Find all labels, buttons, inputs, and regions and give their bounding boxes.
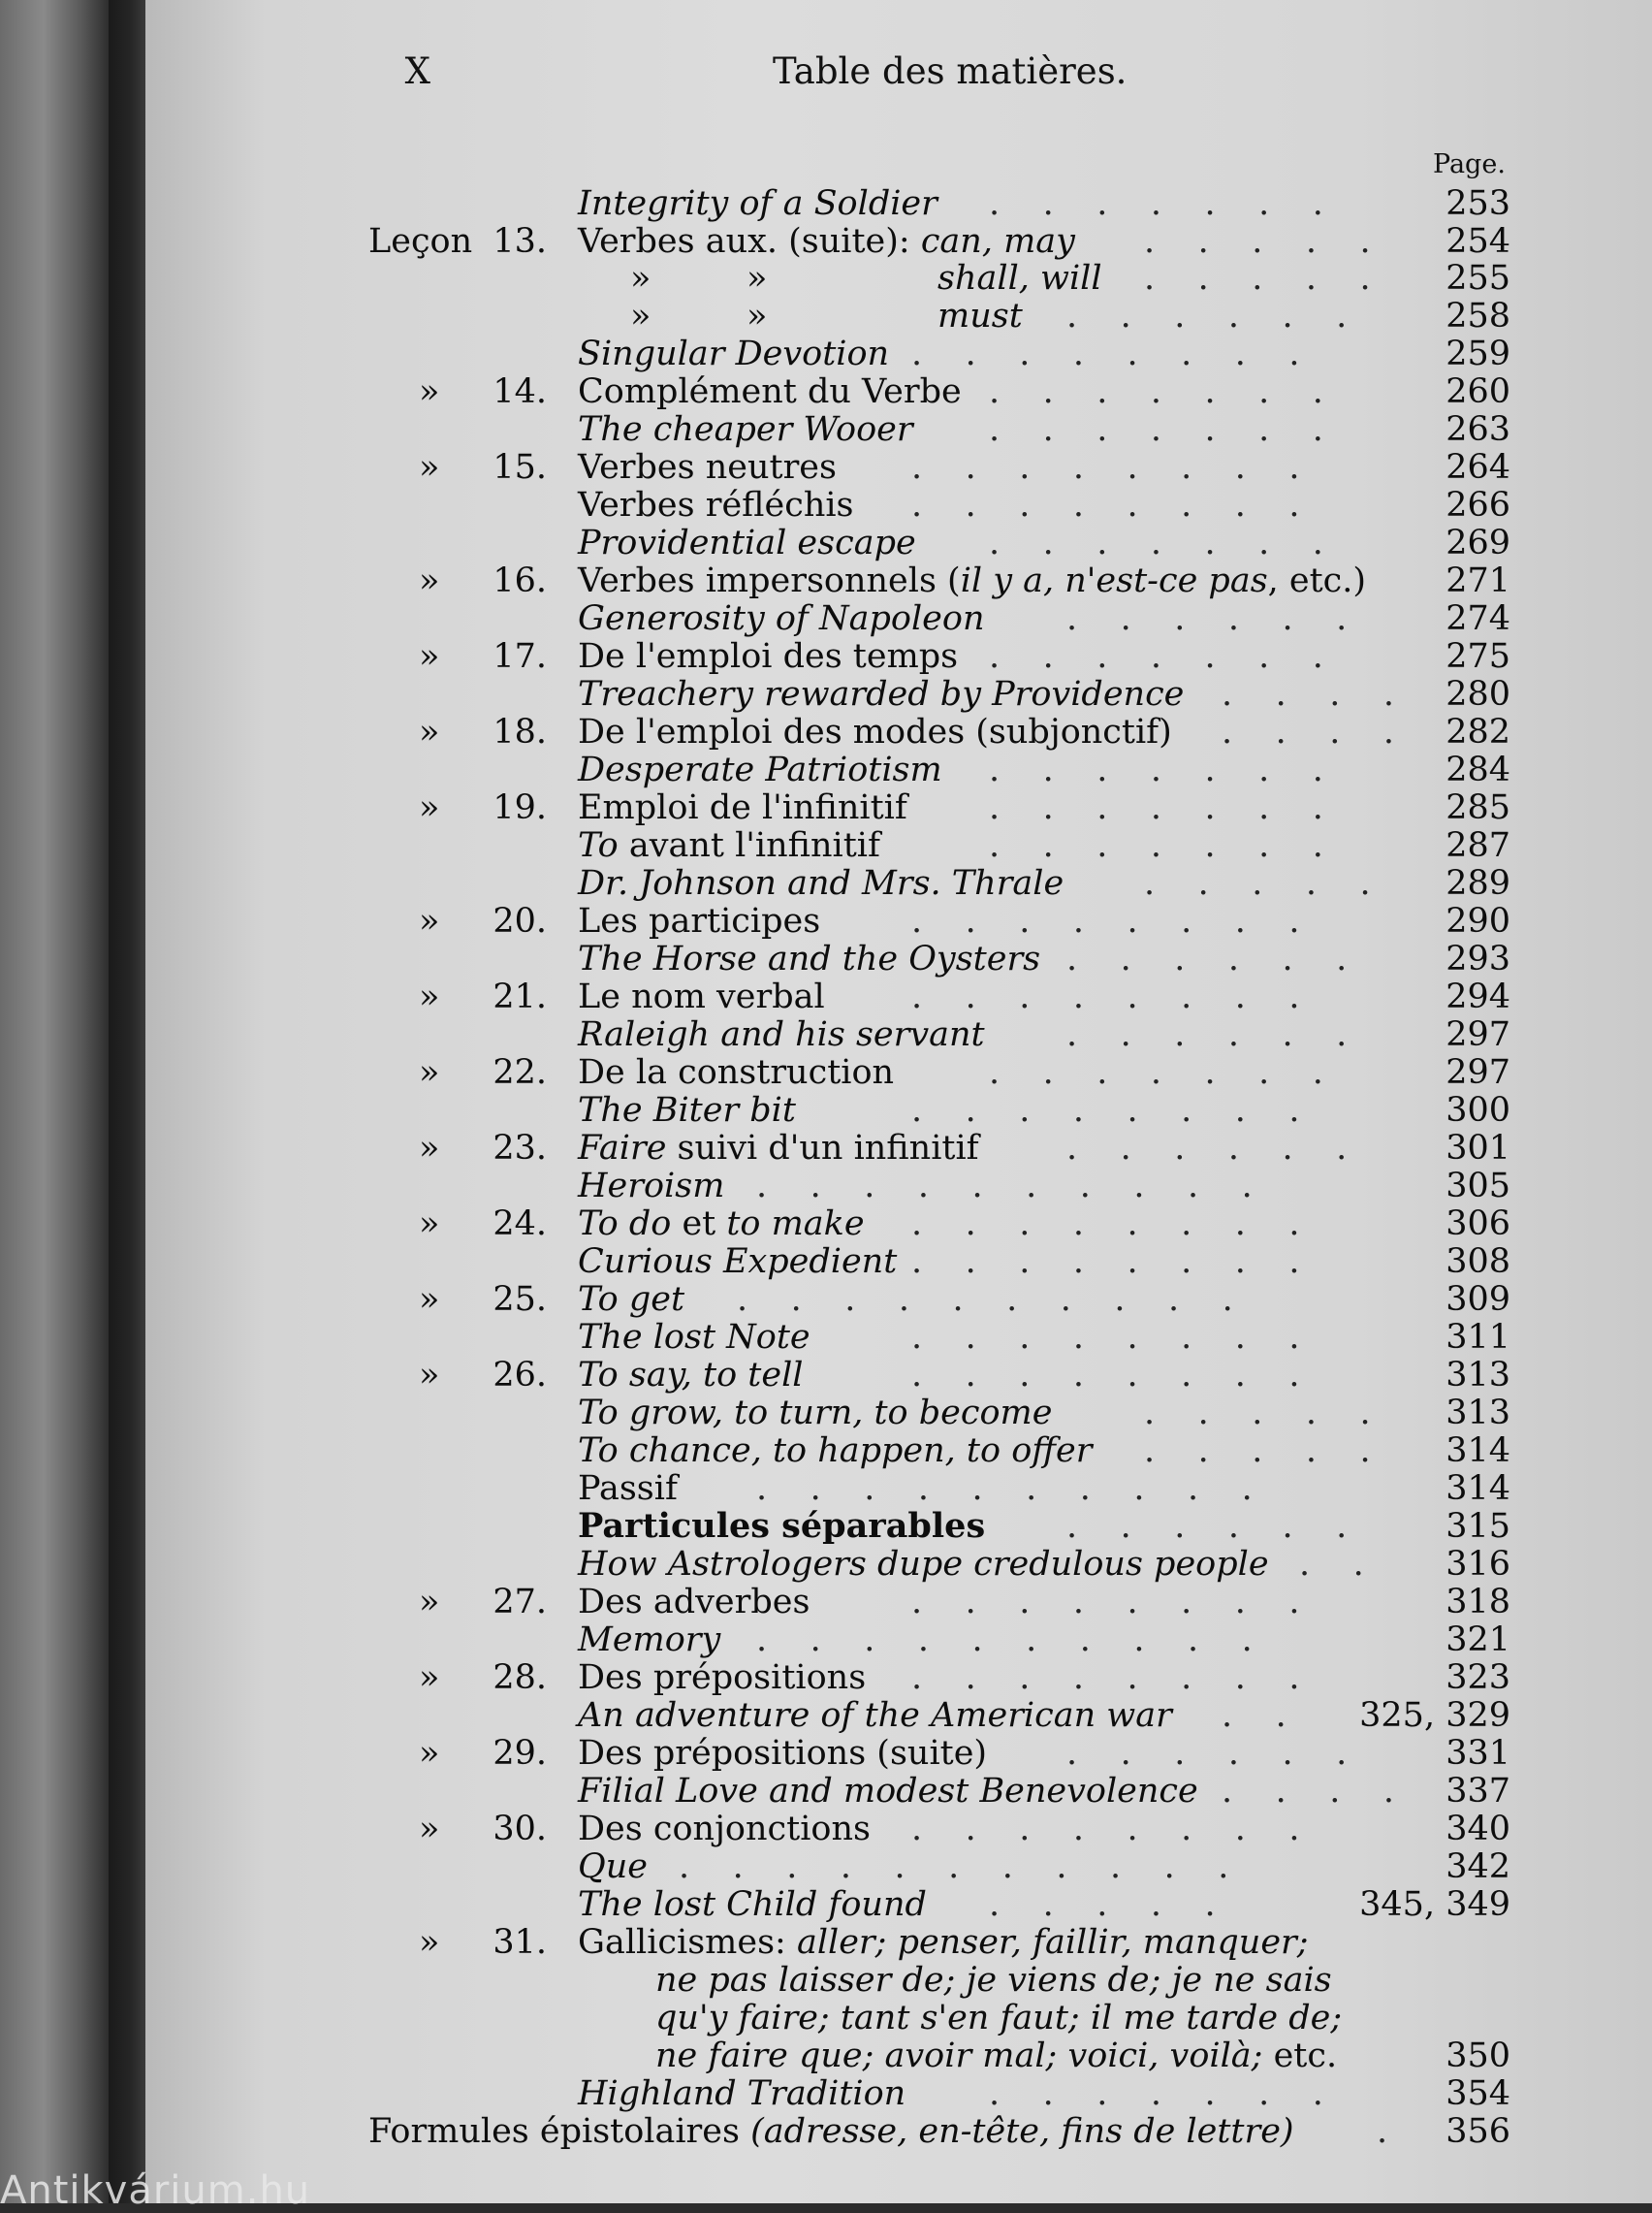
entry-title: Les participes xyxy=(578,902,821,941)
entry-page: 306 xyxy=(1446,1204,1510,1243)
toc-row xyxy=(0,1848,1652,1885)
entry-continuation: ne pas laisser de; je viens de; je ne sais xyxy=(655,1961,1332,2000)
running-page-number: X xyxy=(404,50,430,92)
toc-row xyxy=(0,752,1652,788)
entry-title: De l'emploi des modes (subjonctif) xyxy=(578,713,1172,752)
entry-title-italic: To do xyxy=(578,1204,672,1243)
leader-dots: . . . . . . . . xyxy=(911,978,1300,1016)
entry-page: 275 xyxy=(1446,637,1510,676)
leader-dots: . . xyxy=(1222,1696,1287,1735)
leader-dots: . . . . . . . . xyxy=(911,1810,1300,1848)
leader-dots: . . . . . . xyxy=(1066,1734,1348,1773)
toc-row xyxy=(0,1546,1652,1583)
leader-dots: . . . . . . . . xyxy=(911,1318,1300,1357)
toc-row xyxy=(0,449,1652,486)
entry-page: 340 xyxy=(1446,1810,1510,1848)
toc-row xyxy=(0,827,1652,864)
entry-page: 260 xyxy=(1446,372,1510,411)
leader-dots: . . . . . . . . . . xyxy=(756,1469,1253,1508)
entry-title: The lost Note xyxy=(578,1318,810,1357)
entry-title: Dr. Johnson and Mrs. Thrale xyxy=(578,864,1064,903)
entry-subtitle: must xyxy=(937,297,1023,336)
entry-title: The lost Child found xyxy=(578,1885,927,1924)
ditto-mark: » xyxy=(419,1204,440,1243)
entry-page: 315 xyxy=(1446,1507,1510,1546)
ditto-mark: » xyxy=(419,448,440,487)
entry-page: 356 xyxy=(1446,2112,1510,2151)
entry-page: 287 xyxy=(1446,826,1510,865)
entry-page: 309 xyxy=(1446,1280,1510,1319)
entry-title-italic: Faire xyxy=(578,1129,667,1168)
entry-title xyxy=(578,1924,1309,1961)
entry-continuation-italic: ne faire que; avoir mal; voici, voilà; xyxy=(655,2037,1263,2075)
entry-page: 316 xyxy=(1446,1545,1510,1584)
entry-title-prefix: Formules épistolaires xyxy=(368,2112,751,2151)
ditto-mark: » xyxy=(419,1583,440,1621)
entry-title: Highland Tradition xyxy=(578,2074,906,2113)
leader-dots: . . . . . . . xyxy=(989,1053,1323,1092)
lesson-number: 22. xyxy=(492,1053,547,1092)
entry-page: 331 xyxy=(1446,1734,1510,1773)
lesson-number: 19. xyxy=(492,788,547,827)
lesson-number: 17. xyxy=(492,637,547,676)
toc-row xyxy=(0,1092,1652,1129)
lesson-number: 23. xyxy=(492,1129,547,1168)
ditto-mark: » xyxy=(419,1356,440,1395)
leader-dots: . . . . . . . . xyxy=(911,448,1300,487)
entry-subtitle: shall, will xyxy=(937,259,1102,298)
leader-dots: . . . . . xyxy=(1144,259,1371,298)
leader-dots: . . . . . xyxy=(1144,1394,1371,1432)
entry-title: Providential escape xyxy=(578,524,916,562)
page-column-label: Page. xyxy=(1433,149,1506,179)
toc-row xyxy=(0,2037,1652,2074)
ditto-mark: » xyxy=(419,978,440,1016)
entry-title-rest: suivi d'un infinitif xyxy=(666,1129,979,1168)
leader-dots: . . . . . . . . xyxy=(911,486,1300,525)
toc-row xyxy=(0,978,1652,1015)
entry-title: Heroism xyxy=(578,1167,725,1205)
entry-title-italic: can, may xyxy=(920,222,1075,261)
entry-page: 259 xyxy=(1446,335,1510,373)
entry-page: 314 xyxy=(1446,1469,1510,1508)
toc-row xyxy=(0,1924,1652,1961)
toc-row xyxy=(0,260,1652,297)
toc-row xyxy=(0,2075,1652,2112)
entry-title: Emploi de l'infinitif xyxy=(578,788,907,827)
entry-title: Particules séparables xyxy=(578,1506,986,1546)
entry-page: 300 xyxy=(1446,1091,1510,1130)
entry-title: Integrity of a Soldier xyxy=(578,184,937,223)
toc-row xyxy=(0,1470,1652,1507)
entry-title xyxy=(578,827,880,864)
entry-title: Singular Devotion xyxy=(578,335,890,373)
entry-page: 311 xyxy=(1446,1318,1510,1357)
entry-title: Memory xyxy=(578,1620,721,1659)
entry-continuation-suffix: etc. xyxy=(1262,2037,1338,2075)
entry-title-italic: To xyxy=(578,826,619,865)
ditto-mark: » xyxy=(419,713,440,752)
toc-row xyxy=(0,1659,1652,1696)
leader-dots: . . . . . xyxy=(1144,222,1371,261)
ditto-mark: » xyxy=(747,259,768,298)
lesson-number: 26. xyxy=(492,1356,547,1395)
toc-row xyxy=(0,865,1652,902)
toc-row xyxy=(0,1168,1652,1204)
ditto-mark: » xyxy=(419,1658,440,1697)
leader-dots: . . . . . . xyxy=(1066,940,1348,978)
toc-row xyxy=(0,411,1652,448)
entry-page: 255 xyxy=(1446,259,1510,298)
toc-row xyxy=(0,1395,1652,1431)
entry-title-prefix: Verbes aux. (suite): xyxy=(578,222,921,261)
leader-dots: . . . . . . . . . . xyxy=(756,1167,1253,1205)
entry-title: Des conjonctions xyxy=(578,1810,871,1848)
entry-title: The Horse and the Oysters xyxy=(578,940,1041,978)
entry-title: Complément du Verbe xyxy=(578,372,962,411)
entry-title: Le nom verbal xyxy=(578,978,825,1016)
leader-dots: . . . . . . . . xyxy=(911,1583,1300,1621)
ditto-mark: » xyxy=(419,1129,440,1168)
entry-title: Generosity of Napoleon xyxy=(578,599,985,638)
leader-dots: . . . . xyxy=(1222,675,1395,714)
leader-dots: . . . . . . . xyxy=(989,410,1323,449)
entry-page: 285 xyxy=(1446,788,1510,827)
entry-page: 294 xyxy=(1446,978,1510,1016)
entry-page: 282 xyxy=(1446,713,1510,752)
entry-page: 323 xyxy=(1446,1658,1510,1697)
entry-title: To chance, to happen, to offer xyxy=(578,1431,1093,1470)
entry-page: 280 xyxy=(1446,675,1510,714)
ditto-mark: » xyxy=(419,902,440,941)
toc-row xyxy=(0,1432,1652,1469)
entry-title-suffix: , etc.) xyxy=(1267,561,1367,600)
entry-page: 266 xyxy=(1446,486,1510,525)
toc-row xyxy=(0,1281,1652,1318)
entry-page: 301 xyxy=(1446,1129,1510,1168)
toc-row xyxy=(0,714,1652,751)
entry-title-italic2: to make xyxy=(726,1204,865,1243)
ditto-mark: » xyxy=(630,259,651,298)
entry-page: 314 xyxy=(1446,1431,1510,1470)
entry-title: Curious Expedient xyxy=(578,1242,898,1281)
toc-row xyxy=(0,525,1652,561)
entry-title: Filial Love and modest Benevolence xyxy=(578,1772,1198,1811)
ditto-mark: » xyxy=(419,1810,440,1848)
running-title: Table des matières. xyxy=(773,50,1128,92)
toc-row xyxy=(0,1811,1652,1847)
toc-row xyxy=(0,1016,1652,1053)
ditto-mark: » xyxy=(419,372,440,411)
entry-page: 269 xyxy=(1446,524,1510,562)
entry-page: 297 xyxy=(1446,1053,1510,1092)
entry-title-rest: et xyxy=(671,1204,727,1243)
leader-dots: . . . . . . . . . . . xyxy=(679,1847,1229,1886)
toc-row xyxy=(0,1584,1652,1620)
lesson-number: 27. xyxy=(492,1583,547,1621)
ditto-mark: » xyxy=(419,1280,440,1319)
lesson-number: 21. xyxy=(492,978,547,1016)
toc-row xyxy=(0,336,1652,372)
toc-row xyxy=(0,1697,1652,1734)
entry-page: 263 xyxy=(1446,410,1510,449)
entry-page: 337 xyxy=(1446,1772,1510,1811)
entry-title xyxy=(578,1205,865,1242)
toc-row xyxy=(0,638,1652,675)
entry-page: 345, 349 xyxy=(1359,1885,1510,1924)
ditto-mark: » xyxy=(419,561,440,600)
entry-page: 350 xyxy=(1446,2037,1510,2075)
lesson-number: 13. xyxy=(492,222,547,261)
entry-title: De la construction xyxy=(578,1053,895,1092)
leader-dots: . . . . . . . xyxy=(989,372,1323,411)
toc-row xyxy=(0,676,1652,713)
toc-row xyxy=(0,2000,1652,2037)
toc-row xyxy=(0,185,1652,222)
entry-title: The Biter bit xyxy=(578,1091,796,1130)
toc-row xyxy=(0,1130,1652,1167)
leader-dots: . . . . . . . . . . xyxy=(756,1620,1253,1659)
lesson-number: 29. xyxy=(492,1734,547,1773)
entry-continuation xyxy=(655,2037,1337,2074)
ditto-mark: » xyxy=(747,297,768,336)
leader-dots: . . . . . . . . xyxy=(911,902,1300,941)
entry-title-italic: aller; penser, faillir, manquer; xyxy=(796,1923,1309,1962)
entry-title: Treachery rewarded by Providence xyxy=(578,675,1185,714)
toc-row xyxy=(0,1621,1652,1658)
leader-dots: . . . . . xyxy=(989,1885,1216,1924)
entry-title-prefix: Gallicismes: xyxy=(578,1923,797,1962)
leader-dots: . . . . . . . xyxy=(989,524,1323,562)
entry-title: Des prépositions (suite) xyxy=(578,1734,988,1773)
entry-title: The cheaper Wooer xyxy=(578,410,913,449)
toc-row xyxy=(0,1962,1652,1999)
entry-title: Raleigh and his servant xyxy=(578,1015,985,1054)
entry-title: To grow, to turn, to become xyxy=(578,1394,1053,1432)
ditto-mark: » xyxy=(419,1734,440,1773)
leader-dots: . . . . . . . . xyxy=(911,1356,1300,1395)
entry-title: Desperate Patriotism xyxy=(578,751,942,789)
entry-title-italic: il y a, n'est-ce pas xyxy=(960,561,1268,600)
ditto-mark: » xyxy=(630,297,651,336)
leader-dots: . . . . . . xyxy=(1066,1129,1348,1168)
leader-dots: . . . . . . . . . . xyxy=(737,1280,1233,1319)
lesson-number: 14. xyxy=(492,372,547,411)
toc-row xyxy=(0,1886,1652,1923)
entry-title: Verbes réfléchis xyxy=(578,486,854,525)
toc-row xyxy=(0,1319,1652,1356)
toc-row xyxy=(0,1357,1652,1394)
entry-page: 313 xyxy=(1446,1394,1510,1432)
leader-dots: . . . . . . . . xyxy=(911,1242,1300,1281)
entry-page: 305 xyxy=(1446,1167,1510,1205)
entry-title: De l'emploi des temps xyxy=(578,637,959,676)
toc-row xyxy=(0,373,1652,410)
entry-title xyxy=(578,562,1366,599)
leader-dots: . . . . . . xyxy=(1066,297,1348,336)
toc-row xyxy=(0,789,1652,826)
lesson-number: 25. xyxy=(492,1280,547,1319)
toc-row xyxy=(0,1243,1652,1280)
toc-row xyxy=(0,1205,1652,1242)
leader-dots: . . . . . . . . xyxy=(911,1658,1300,1697)
leader-dots: . xyxy=(1377,2112,1388,2151)
toc-row xyxy=(0,600,1652,637)
entry-title: To say, to tell xyxy=(578,1356,804,1395)
entry-page: 284 xyxy=(1446,751,1510,789)
leader-dots: . . . . . xyxy=(1144,864,1371,903)
leader-dots: . . . . . . . xyxy=(989,751,1323,789)
entry-page: 253 xyxy=(1446,184,1510,223)
toc-row xyxy=(0,562,1652,599)
leader-dots: . . . . xyxy=(1222,1772,1395,1811)
entry-continuation: qu'y faire; tant s'en faut; il me tarde de; xyxy=(655,1999,1343,2037)
lesson-number: 16. xyxy=(492,561,547,600)
entry-title: Des prépositions xyxy=(578,1658,867,1697)
entry-page: 318 xyxy=(1446,1583,1510,1621)
entry-page: 293 xyxy=(1446,940,1510,978)
entry-title-prefix: Verbes impersonnels ( xyxy=(578,561,961,600)
lesson-number: 18. xyxy=(492,713,547,752)
toc-row xyxy=(0,1735,1652,1772)
watermark-text: Antikvárium.hu xyxy=(0,2168,311,2213)
entry-page: 354 xyxy=(1446,2074,1510,2113)
lesson-number: 28. xyxy=(492,1658,547,1697)
entry-title-italic: (adresse, en-tête, fins de lettre) xyxy=(750,2112,1294,2151)
toc-row xyxy=(0,2113,1652,2150)
entry-page: 254 xyxy=(1446,222,1510,261)
leader-dots: . . . . . . . . xyxy=(911,1204,1300,1243)
leader-dots: . . . . . . . . xyxy=(911,1091,1300,1130)
toc-row xyxy=(0,1054,1652,1091)
entry-page: 325, 329 xyxy=(1359,1696,1510,1735)
entry-page: 342 xyxy=(1446,1847,1510,1886)
toc-row xyxy=(0,487,1652,524)
leader-dots: . . . . . . . xyxy=(989,826,1323,865)
toc-row xyxy=(0,1508,1652,1545)
entry-title: How Astrologers dupe credulous people xyxy=(578,1545,1269,1584)
toc-row xyxy=(0,903,1652,940)
lesson-number: 20. xyxy=(492,902,547,941)
entry-page: 271 xyxy=(1446,561,1510,600)
leader-dots: . . . . . . . xyxy=(989,184,1323,223)
leader-dots: . . xyxy=(1299,1545,1364,1584)
entry-page: 313 xyxy=(1446,1356,1510,1395)
toc-row xyxy=(0,298,1652,335)
leader-dots: . . . . . . xyxy=(1066,599,1348,638)
entry-title xyxy=(578,1130,979,1167)
entry-page: 274 xyxy=(1446,599,1510,638)
toc-row xyxy=(0,223,1652,260)
entry-title-rest: avant l'infinitif xyxy=(618,826,880,865)
lesson-number: 24. xyxy=(492,1204,547,1243)
entry-page: 297 xyxy=(1446,1015,1510,1054)
leader-dots: . . . . . . . . xyxy=(911,335,1300,373)
leader-dots: . . . . . . xyxy=(1066,1507,1348,1546)
entry-title: To get xyxy=(578,1280,685,1319)
toc-row xyxy=(0,1773,1652,1810)
ditto-mark: » xyxy=(419,788,440,827)
toc-row xyxy=(0,941,1652,978)
lesson-number: 15. xyxy=(492,448,547,487)
entry-page: 264 xyxy=(1446,448,1510,487)
leader-dots: . . . . xyxy=(1222,713,1395,752)
entry-page: 289 xyxy=(1446,864,1510,903)
entry-page: 290 xyxy=(1446,902,1510,941)
lesson-number: 30. xyxy=(492,1810,547,1848)
leader-dots: . . . . . . . xyxy=(989,788,1323,827)
entry-title: Des adverbes xyxy=(578,1583,810,1621)
leader-dots: . . . . . . xyxy=(1066,1015,1348,1054)
entry-title: An adventure of the American war xyxy=(578,1696,1172,1735)
leader-dots: . . . . . xyxy=(1144,1431,1371,1470)
entry-title: Verbes neutres xyxy=(578,448,837,487)
lesson-number: 31. xyxy=(492,1923,547,1962)
ditto-mark: » xyxy=(419,637,440,676)
entry-title xyxy=(368,2113,1294,2150)
entry-title: Que xyxy=(578,1847,648,1886)
lecon-label: Leçon xyxy=(368,222,473,261)
entry-page: 321 xyxy=(1446,1620,1510,1659)
ditto-mark: » xyxy=(419,1053,440,1092)
entry-page: 258 xyxy=(1446,297,1510,336)
entry-title: Passif xyxy=(578,1469,678,1508)
entry-title xyxy=(578,223,1075,260)
ditto-mark: » xyxy=(419,1923,440,1962)
entry-page: 308 xyxy=(1446,1242,1510,1281)
leader-dots: . . . . . . . xyxy=(989,2074,1323,2113)
leader-dots: . . . . . . . xyxy=(989,637,1323,676)
